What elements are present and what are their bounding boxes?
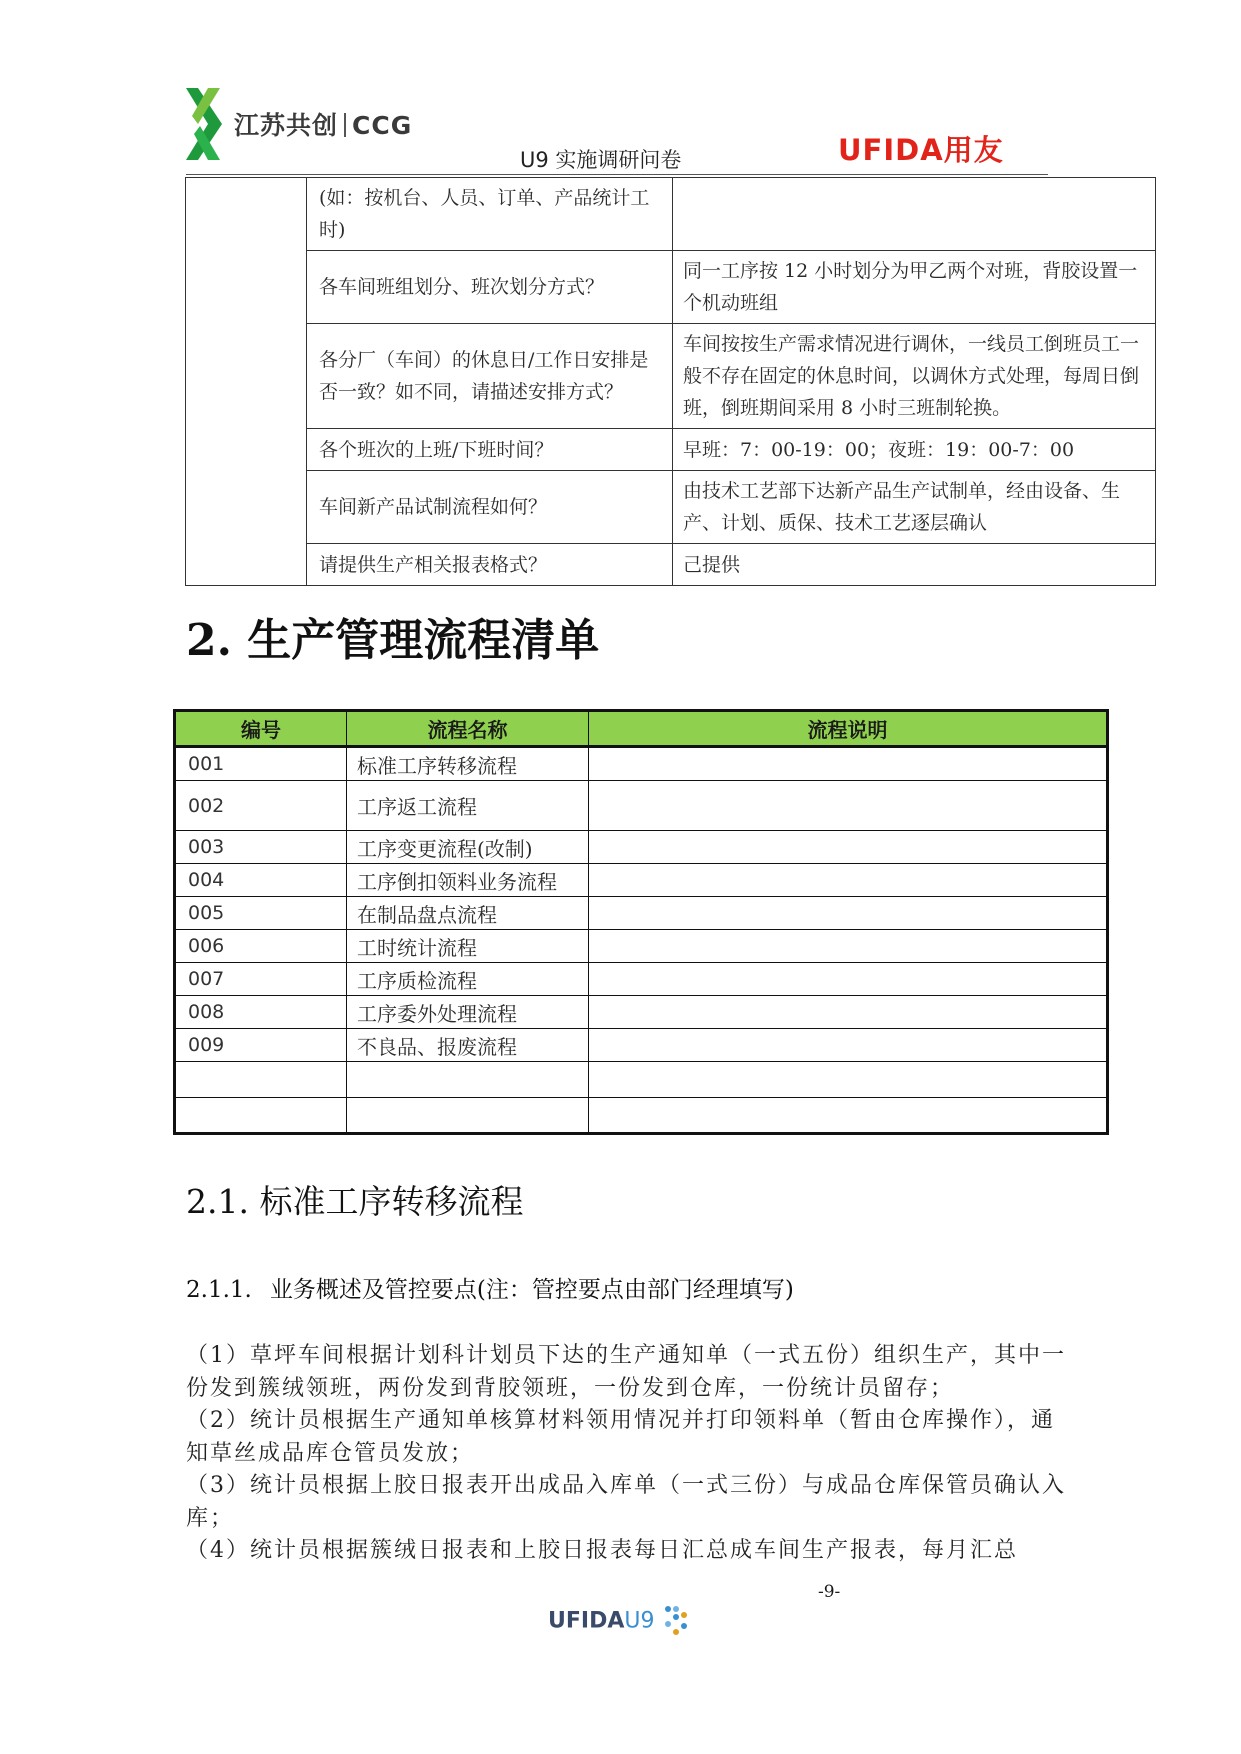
subsubsection-title: 业务概述及管控要点(注：管控要点由部门经理填写): [269, 1277, 794, 1303]
survey-question: 请提供生产相关报表格式？: [307, 544, 673, 586]
header-number: 编号: [175, 711, 347, 747]
paragraph: （1）草坪车间根据计划科计划员下达的生产通知单（一式五份）组织生产，其中一份发到簇绒领班，两份发到背胶领班，一份发到仓库，一份统计员留存；: [186, 1343, 1066, 1401]
process-name: 在制品盘点流程: [347, 897, 589, 930]
process-number: 007: [175, 963, 347, 996]
process-name: 工序委外处理流程: [347, 996, 589, 1029]
document-title: U9 实施调研问卷: [520, 148, 682, 172]
survey-answer: 同一工序按 12 小时划分为甲乙两个对班，背胶设置一个机动班组: [673, 251, 1156, 324]
survey-answer: 车间按按生产需求情况进行调休，一线员工倒班员工一般不存在固定的休息时间，以调休方式处理，每周日倒班，倒班期间采用 8 小时三班制轮换。: [673, 324, 1156, 429]
paragraph: （3）统计员根据上胶日报表开出成品入库单（一式三份）与成品仓库保管员确认入库；: [186, 1473, 1066, 1531]
header-divider: [186, 174, 1048, 175]
survey-table: [185, 177, 1156, 586]
ufida-u9-footer-logo: UFIDAU9: [548, 1604, 690, 1644]
process-name: 工序质检流程: [347, 963, 589, 996]
survey-question: 各个班次的上班/下班时间？: [307, 429, 673, 471]
process-number: 003: [175, 831, 347, 864]
process-desc: [589, 930, 1108, 963]
header-process-desc: 流程说明: [589, 711, 1108, 747]
process-name: 标准工序转移流程: [347, 747, 589, 781]
process-desc: [589, 747, 1108, 781]
process-number: 005: [175, 897, 347, 930]
subsubsection-number: 2.1.1.: [186, 1277, 252, 1303]
survey-row: [186, 471, 1156, 544]
survey-question: 各车间班组划分、班次划分方式？: [307, 251, 673, 324]
process-name: 工序返工流程: [347, 781, 589, 831]
process-number: [175, 1062, 347, 1098]
table-row: [175, 1098, 1108, 1134]
table-row: [175, 963, 1108, 996]
process-number: 006: [175, 930, 347, 963]
survey-row: [186, 544, 1156, 586]
process-desc: [589, 1029, 1108, 1062]
process-desc: [589, 1062, 1108, 1098]
survey-question: 车间新产品试制流程如何？: [307, 471, 673, 544]
process-name: 工时统计流程: [347, 930, 589, 963]
process-desc: [589, 781, 1108, 831]
survey-answer: 己提供: [673, 544, 1156, 586]
dots-icon: [660, 1604, 690, 1638]
process-number: 002: [175, 781, 347, 831]
survey-row: [186, 178, 1156, 251]
table-row: [175, 1062, 1108, 1098]
table-row: [175, 747, 1108, 781]
page-number: -9-: [818, 1582, 841, 1602]
survey-row: [186, 324, 1156, 429]
process-name: 不良品、报废流程: [347, 1029, 589, 1062]
process-number: 009: [175, 1029, 347, 1062]
process-number: 008: [175, 996, 347, 1029]
process-desc: [589, 1098, 1108, 1134]
survey-answer: [673, 178, 1156, 251]
subsubsection-heading: [186, 1271, 794, 1304]
survey-row: [186, 251, 1156, 324]
paragraph: （2）统计员根据生产通知单核算材料领用情况并打印领料单（暂由仓库操作），通知草丝成品库仓管员发放；: [186, 1408, 1055, 1466]
body-paragraphs: [186, 1340, 1066, 1568]
process-number: [175, 1098, 347, 1134]
table-row: [175, 996, 1108, 1029]
process-desc: [589, 963, 1108, 996]
process-name: 工序变更流程(改制): [347, 831, 589, 864]
process-desc: [589, 897, 1108, 930]
survey-category-cell: [186, 178, 307, 586]
table-row: [175, 930, 1108, 963]
ufida-brand-logo: UFIDA用友: [838, 133, 1004, 167]
survey-answer: 由技术工艺部下达新产品生产试制单，经由设备、生产、计划、质保、技术工艺逐层确认: [673, 471, 1156, 544]
process-name: [347, 1062, 589, 1098]
header-process-name: 流程名称: [347, 711, 589, 747]
survey-row: [186, 429, 1156, 471]
process-table: [173, 709, 1109, 1135]
company-logo-text: 江苏共创 CCG: [234, 111, 413, 140]
process-desc: [589, 864, 1108, 897]
survey-answer: 早班：7：00-19：00；夜班：19：00-7：00: [673, 429, 1156, 471]
table-row: [175, 864, 1108, 897]
survey-question: (如：按机台、人员、订单、产品统计工时): [307, 178, 673, 251]
survey-question: 各分厂（车间）的休息日/工作日安排是否一致？如不同，请描述安排方式？: [307, 324, 673, 429]
process-table-header: [175, 711, 1108, 747]
table-row: [175, 781, 1108, 831]
table-row: [175, 897, 1108, 930]
process-number: 001: [175, 747, 347, 781]
process-desc: [589, 996, 1108, 1029]
paragraph: （4）统计员根据簇绒日报表和上胶日报表每日汇总成车间生产报表，每月汇总: [186, 1538, 1018, 1563]
process-name: 工序倒扣领料业务流程: [347, 864, 589, 897]
process-number: 004: [175, 864, 347, 897]
table-row: [175, 1029, 1108, 1062]
table-row: [175, 831, 1108, 864]
section-heading: 2. 生产管理流程清单: [186, 615, 600, 666]
process-name: [347, 1098, 589, 1134]
process-desc: [589, 831, 1108, 864]
subsection-heading: 2.1. 标准工序转移流程: [186, 1182, 524, 1221]
